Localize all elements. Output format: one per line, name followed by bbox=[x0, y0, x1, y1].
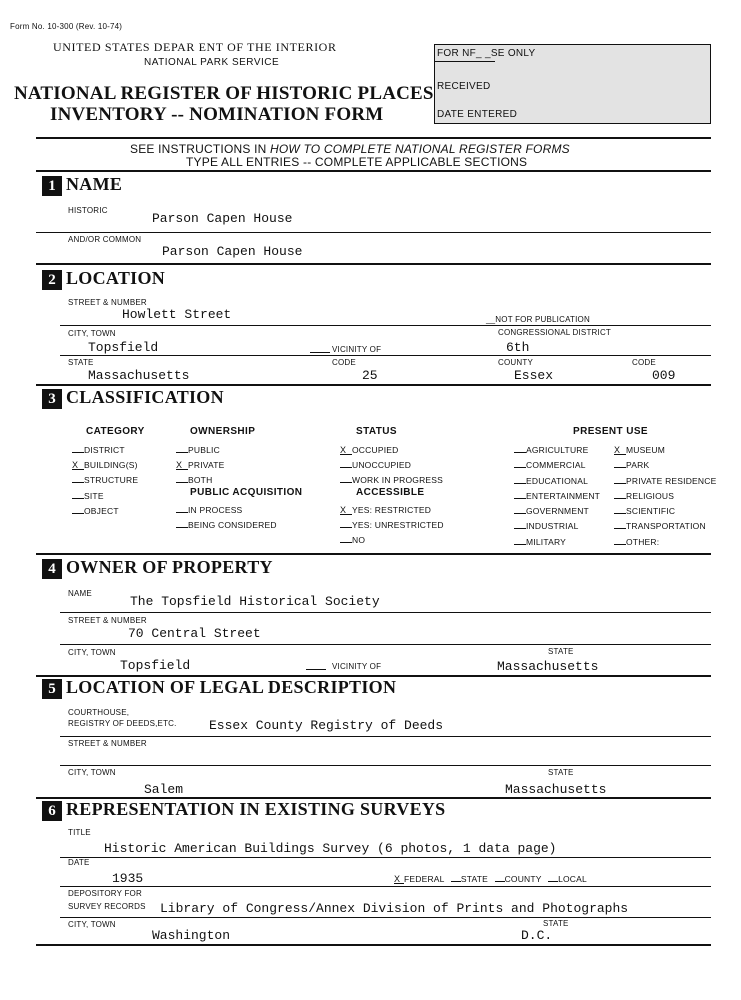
divider bbox=[36, 137, 711, 139]
category-header: CATEGORY bbox=[86, 426, 145, 437]
code-label: CODE bbox=[332, 358, 356, 367]
owner-street-label: STREET & NUMBER bbox=[68, 616, 147, 625]
divider bbox=[36, 944, 711, 946]
department-line: UNITED STATES DEPAR ENT OF THE INTERIOR bbox=[53, 40, 337, 54]
field-rule bbox=[60, 355, 711, 356]
checkbox-military[interactable]: MILITARY bbox=[514, 535, 600, 550]
checkbox-structure[interactable]: STRUCTURE bbox=[72, 473, 138, 488]
section-number: 2 bbox=[42, 270, 62, 290]
field-rule bbox=[60, 612, 711, 613]
courthouse-label: COURTHOUSE, bbox=[68, 708, 130, 717]
state-label: STATE bbox=[68, 358, 94, 367]
owner-vicinity-label: VICINITY OF bbox=[332, 662, 382, 671]
county-value: Essex bbox=[514, 368, 554, 383]
street-value: Howlett Street bbox=[122, 307, 232, 322]
checkbox-being-considered[interactable]: BEING CONSIDERED bbox=[176, 518, 277, 533]
checkbox-transportation[interactable]: TRANSPORTATION bbox=[614, 519, 716, 534]
owner-city-label: CITY, TOWN bbox=[68, 648, 116, 657]
field-rule bbox=[60, 765, 711, 766]
owner-street-value: 70 Central Street bbox=[128, 626, 261, 641]
checkbox-commercial[interactable]: COMMERCIAL bbox=[514, 458, 600, 473]
field-rule bbox=[60, 886, 711, 887]
field-rule bbox=[60, 644, 711, 645]
checkbox-park[interactable]: PARK bbox=[614, 458, 716, 473]
survey-state-value: D.C. bbox=[521, 928, 553, 943]
office-use-box bbox=[434, 44, 711, 124]
field-rule bbox=[60, 917, 711, 918]
instructions-line2: TYPE ALL ENTRIES -- COMPLETE APPLICABLE SECTIONS bbox=[186, 155, 528, 169]
section-number: 3 bbox=[42, 389, 62, 409]
owner-city-value: Topsfield bbox=[120, 658, 191, 673]
state-code-value: 25 bbox=[362, 368, 378, 383]
field-rule bbox=[60, 857, 711, 858]
checkbox-other[interactable]: OTHER: bbox=[614, 535, 716, 550]
checkbox-religious[interactable]: RELIGIOUS bbox=[614, 489, 716, 504]
depository-label: DEPOSITORY FOR bbox=[68, 889, 142, 898]
checkbox-occupied[interactable]: X OCCUPIED bbox=[340, 445, 399, 455]
checkbox-local[interactable]: LOCAL bbox=[548, 874, 587, 884]
section-title-owner: OWNER OF PROPERTY bbox=[66, 557, 273, 577]
city-label: CITY, TOWN bbox=[68, 329, 116, 338]
checkbox-entertainment[interactable]: ENTERTAINMENT bbox=[514, 489, 600, 504]
divider bbox=[36, 384, 711, 386]
county-code-label: CODE bbox=[632, 358, 656, 367]
survey-city-label: CITY, TOWN bbox=[68, 920, 116, 929]
checkbox-buildings[interactable]: X BUILDING(S) bbox=[72, 460, 138, 471]
field-rule bbox=[60, 325, 711, 326]
present-use-left-list bbox=[514, 443, 600, 550]
checkbox-yes-restricted[interactable]: X YES: RESTRICTED bbox=[340, 505, 432, 515]
box-rule bbox=[435, 61, 495, 62]
checkbox-no[interactable]: NO bbox=[340, 533, 444, 548]
accessible-header: ACCESSIBLE bbox=[356, 487, 425, 498]
checkbox-site[interactable]: SITE bbox=[72, 489, 138, 504]
checkbox-federal[interactable]: X FEDERAL bbox=[394, 874, 445, 884]
category-list bbox=[72, 443, 138, 519]
date-entered-label: DATE ENTERED bbox=[437, 109, 518, 120]
section-number: 4 bbox=[42, 559, 62, 579]
section-title-surveys: REPRESENTATION IN EXISTING SURVEYS bbox=[66, 799, 446, 819]
status-header: STATUS bbox=[356, 426, 397, 437]
public-acquisition-header: PUBLIC ACQUISITION bbox=[190, 487, 303, 498]
checkbox-scientific[interactable]: SCIENTIFIC bbox=[614, 504, 716, 519]
vicinity-label: VICINITY OF bbox=[332, 345, 382, 354]
historic-label: HISTORIC bbox=[68, 206, 108, 215]
checkbox-industrial[interactable]: INDUSTRIAL bbox=[514, 519, 600, 534]
owner-state-value: Massachusetts bbox=[497, 659, 599, 674]
present-use-header: PRESENT USE bbox=[573, 426, 648, 437]
form-title-line2: INVENTORY -- NOMINATION FORM bbox=[50, 104, 384, 125]
owner-state-label: STATE bbox=[548, 647, 574, 656]
divider bbox=[36, 553, 711, 555]
section-title-location: LOCATION bbox=[66, 268, 166, 288]
field-rule bbox=[36, 232, 711, 233]
survey-date-value: 1935 bbox=[112, 871, 144, 886]
ownership-list bbox=[176, 443, 225, 489]
state-value: Massachusetts bbox=[88, 368, 190, 383]
survey-date-label: DATE bbox=[68, 858, 90, 867]
checkbox-museum[interactable]: X MUSEUM bbox=[614, 445, 665, 455]
survey-city-value: Washington bbox=[152, 928, 231, 943]
vicinity-blank bbox=[306, 669, 326, 670]
historic-name-value: Parson Capen House bbox=[152, 211, 293, 226]
checkbox-state[interactable]: STATE bbox=[451, 874, 488, 884]
common-name-value: Parson Capen House bbox=[162, 244, 303, 259]
section-number: 5 bbox=[42, 679, 62, 699]
owner-name-value: The Topsfield Historical Society bbox=[130, 594, 380, 609]
form-title-line1: NATIONAL REGISTER OF HISTORIC PLACES bbox=[14, 83, 434, 104]
form-number: Form No. 10-300 (Rev. 10-74) bbox=[10, 22, 123, 31]
checkbox-county[interactable]: COUNTY bbox=[495, 874, 542, 884]
received-label: RECEIVED bbox=[437, 81, 491, 92]
present-use-right-list bbox=[614, 443, 716, 550]
survey-title-value: Historic American Buildings Survey (6 photos, 1 data page) bbox=[104, 841, 557, 856]
survey-level-options bbox=[394, 873, 587, 884]
service-line: NATIONAL PARK SERVICE bbox=[144, 57, 280, 68]
section-title-name: NAME bbox=[66, 174, 123, 194]
section-title-legal: LOCATION OF LEGAL DESCRIPTION bbox=[66, 677, 397, 697]
checkbox-unoccupied[interactable]: UNOCCUPIED bbox=[340, 458, 443, 473]
survey-records-label: SURVEY RECORDS bbox=[68, 902, 146, 911]
checkbox-private[interactable]: X PRIVATE bbox=[176, 460, 225, 471]
common-name-label: AND/OR COMMON bbox=[68, 235, 142, 244]
vicinity-blank bbox=[310, 352, 330, 353]
county-code-value: 009 bbox=[652, 368, 676, 383]
checkbox-object[interactable]: OBJECT bbox=[72, 504, 138, 519]
registry-value: Essex County Registry of Deeds bbox=[209, 718, 444, 733]
office-use-title: FOR NF_ _SE ONLY bbox=[437, 48, 536, 59]
section-number: 6 bbox=[42, 801, 62, 821]
instructions-line1 bbox=[130, 142, 570, 156]
ownership-header: OWNERSHIP bbox=[190, 426, 256, 437]
section-title-classification: CLASSIFICATION bbox=[66, 387, 224, 407]
checkbox-district[interactable]: DISTRICT bbox=[72, 443, 138, 458]
owner-name-label: NAME bbox=[68, 589, 92, 598]
not-for-publication: __NOT FOR PUBLICATION bbox=[486, 315, 590, 324]
street-label: STREET & NUMBER bbox=[68, 298, 147, 307]
legal-state-value: Massachusetts bbox=[505, 782, 607, 797]
instructions-title: HOW TO COMPLETE NATIONAL REGISTER FORMS bbox=[270, 142, 570, 156]
divider bbox=[36, 170, 711, 172]
checkbox-both[interactable]: BOTH bbox=[176, 473, 225, 488]
checkbox-government[interactable]: GOVERNMENT bbox=[514, 504, 600, 519]
field-rule bbox=[60, 736, 711, 737]
section-number: 1 bbox=[42, 176, 62, 196]
checkbox-work-in-progress[interactable]: WORK IN PROGRESS bbox=[340, 473, 443, 488]
survey-records-value: Library of Congress/Annex Division of Prints and Photographs bbox=[160, 901, 629, 916]
legal-city-label: CITY, TOWN bbox=[68, 768, 116, 777]
legal-city-value: Salem bbox=[144, 782, 184, 797]
legal-state-label: STATE bbox=[548, 768, 574, 777]
checkbox-educational[interactable]: EDUCATIONAL bbox=[514, 474, 600, 489]
registry-label: REGISTRY OF DEEDS,ETC. bbox=[68, 719, 177, 728]
checkbox-public[interactable]: PUBLIC bbox=[176, 443, 225, 458]
congressional-district-label: CONGRESSIONAL DISTRICT bbox=[498, 328, 612, 337]
checkbox-in-process[interactable]: IN PROCESS bbox=[176, 503, 277, 518]
congressional-district-value: 6th bbox=[506, 340, 530, 355]
checkbox-private-residence[interactable]: PRIVATE RESIDENCE bbox=[614, 474, 716, 489]
accessible-list bbox=[340, 503, 444, 549]
county-label: COUNTY bbox=[498, 358, 533, 367]
checkbox-agriculture[interactable]: AGRICULTURE bbox=[514, 443, 600, 458]
survey-state-label: STATE bbox=[543, 919, 569, 928]
instructions-prefix: SEE INSTRUCTIONS IN bbox=[130, 142, 271, 156]
legal-street-label: STREET & NUMBER bbox=[68, 739, 147, 748]
divider bbox=[36, 263, 711, 265]
status-list bbox=[340, 443, 443, 489]
survey-title-label: TITLE bbox=[68, 828, 91, 837]
city-value: Topsfield bbox=[88, 340, 159, 355]
checkbox-yes-unrestricted[interactable]: YES: UNRESTRICTED bbox=[340, 518, 444, 533]
acquisition-list bbox=[176, 503, 277, 533]
